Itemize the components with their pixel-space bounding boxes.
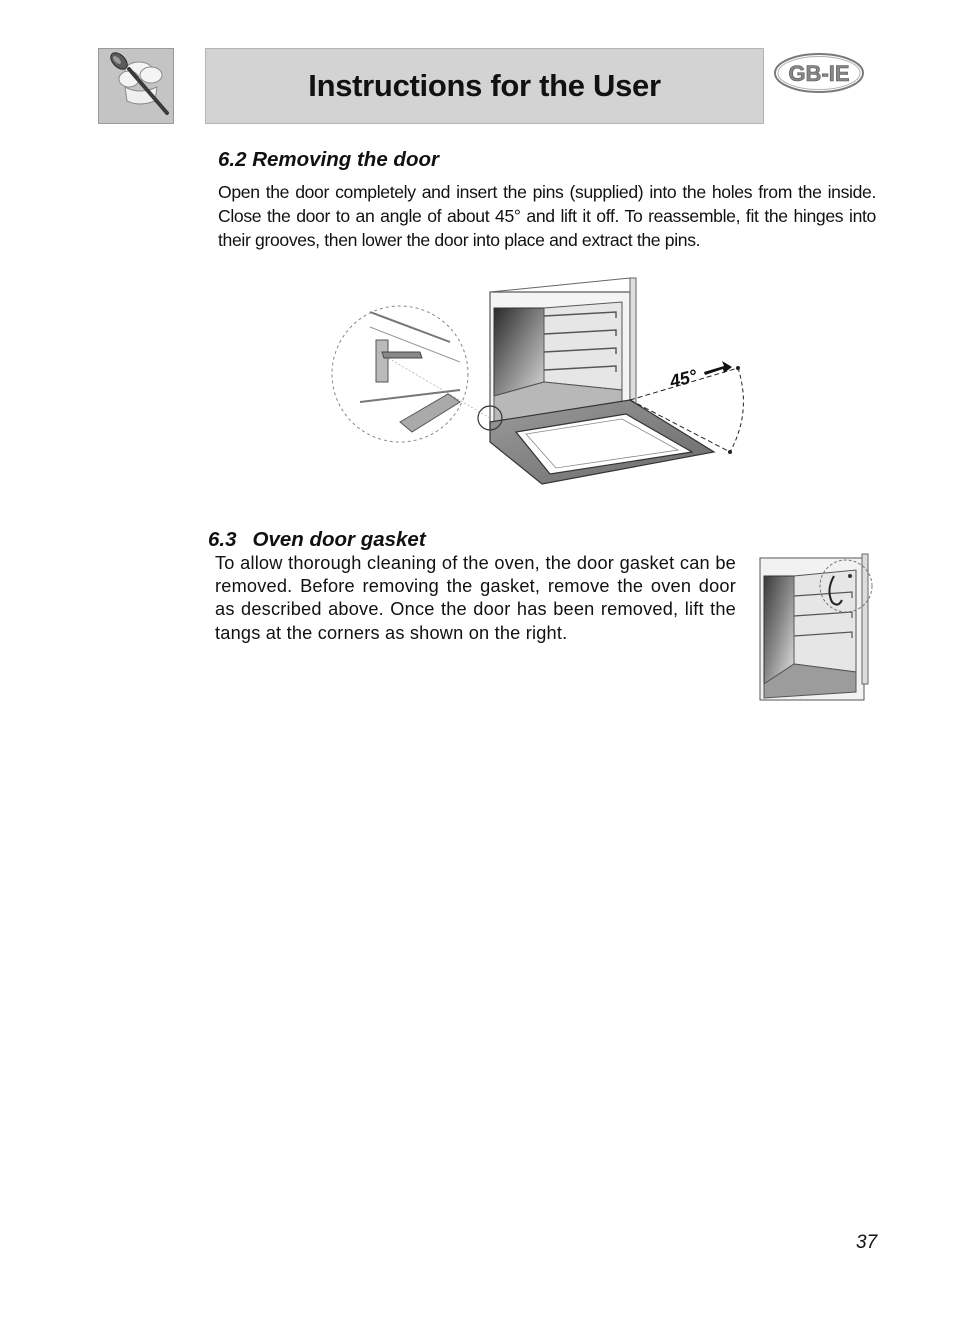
section-6-3-body: To allow thorough cleaning of the oven, the door gasket can be removed. Before removing the gasket, remove the oven door as described above. Once the door has been removed, lift the tangs at the corners as shown on the right. bbox=[215, 553, 736, 643]
region-badge-text: GB-IE bbox=[788, 61, 850, 86]
section-6-2-body: Open the door completely and insert the pins (supplied) into the holes from the inside. Close the door to an angle of about 45° and lift it off. To reassemble, fit the hinges into their grooves, then lower the door into place and extract the pins. bbox=[218, 182, 876, 250]
header-title-bar bbox=[205, 48, 764, 124]
section-6-3-number: 6.3 bbox=[208, 528, 237, 551]
arrow-right-icon bbox=[704, 361, 732, 375]
section-6-3-heading bbox=[208, 528, 736, 552]
section-6-3-title: Oven door gasket bbox=[252, 528, 426, 551]
gasket-illustration bbox=[758, 552, 876, 704]
chef-spoon-icon bbox=[98, 48, 174, 124]
section-oven-door-gasket bbox=[208, 528, 736, 645]
page-number: 37 bbox=[856, 1232, 878, 1253]
angle-label: 45° bbox=[667, 365, 699, 392]
section-removing-door bbox=[218, 148, 876, 252]
section-6-2-heading: 6.2 Removing the door bbox=[218, 148, 439, 171]
door-removal-illustration bbox=[330, 272, 760, 492]
region-badge-oval bbox=[773, 52, 865, 94]
region-badge bbox=[773, 52, 865, 94]
page-title: Instructions for the User bbox=[308, 68, 661, 103]
